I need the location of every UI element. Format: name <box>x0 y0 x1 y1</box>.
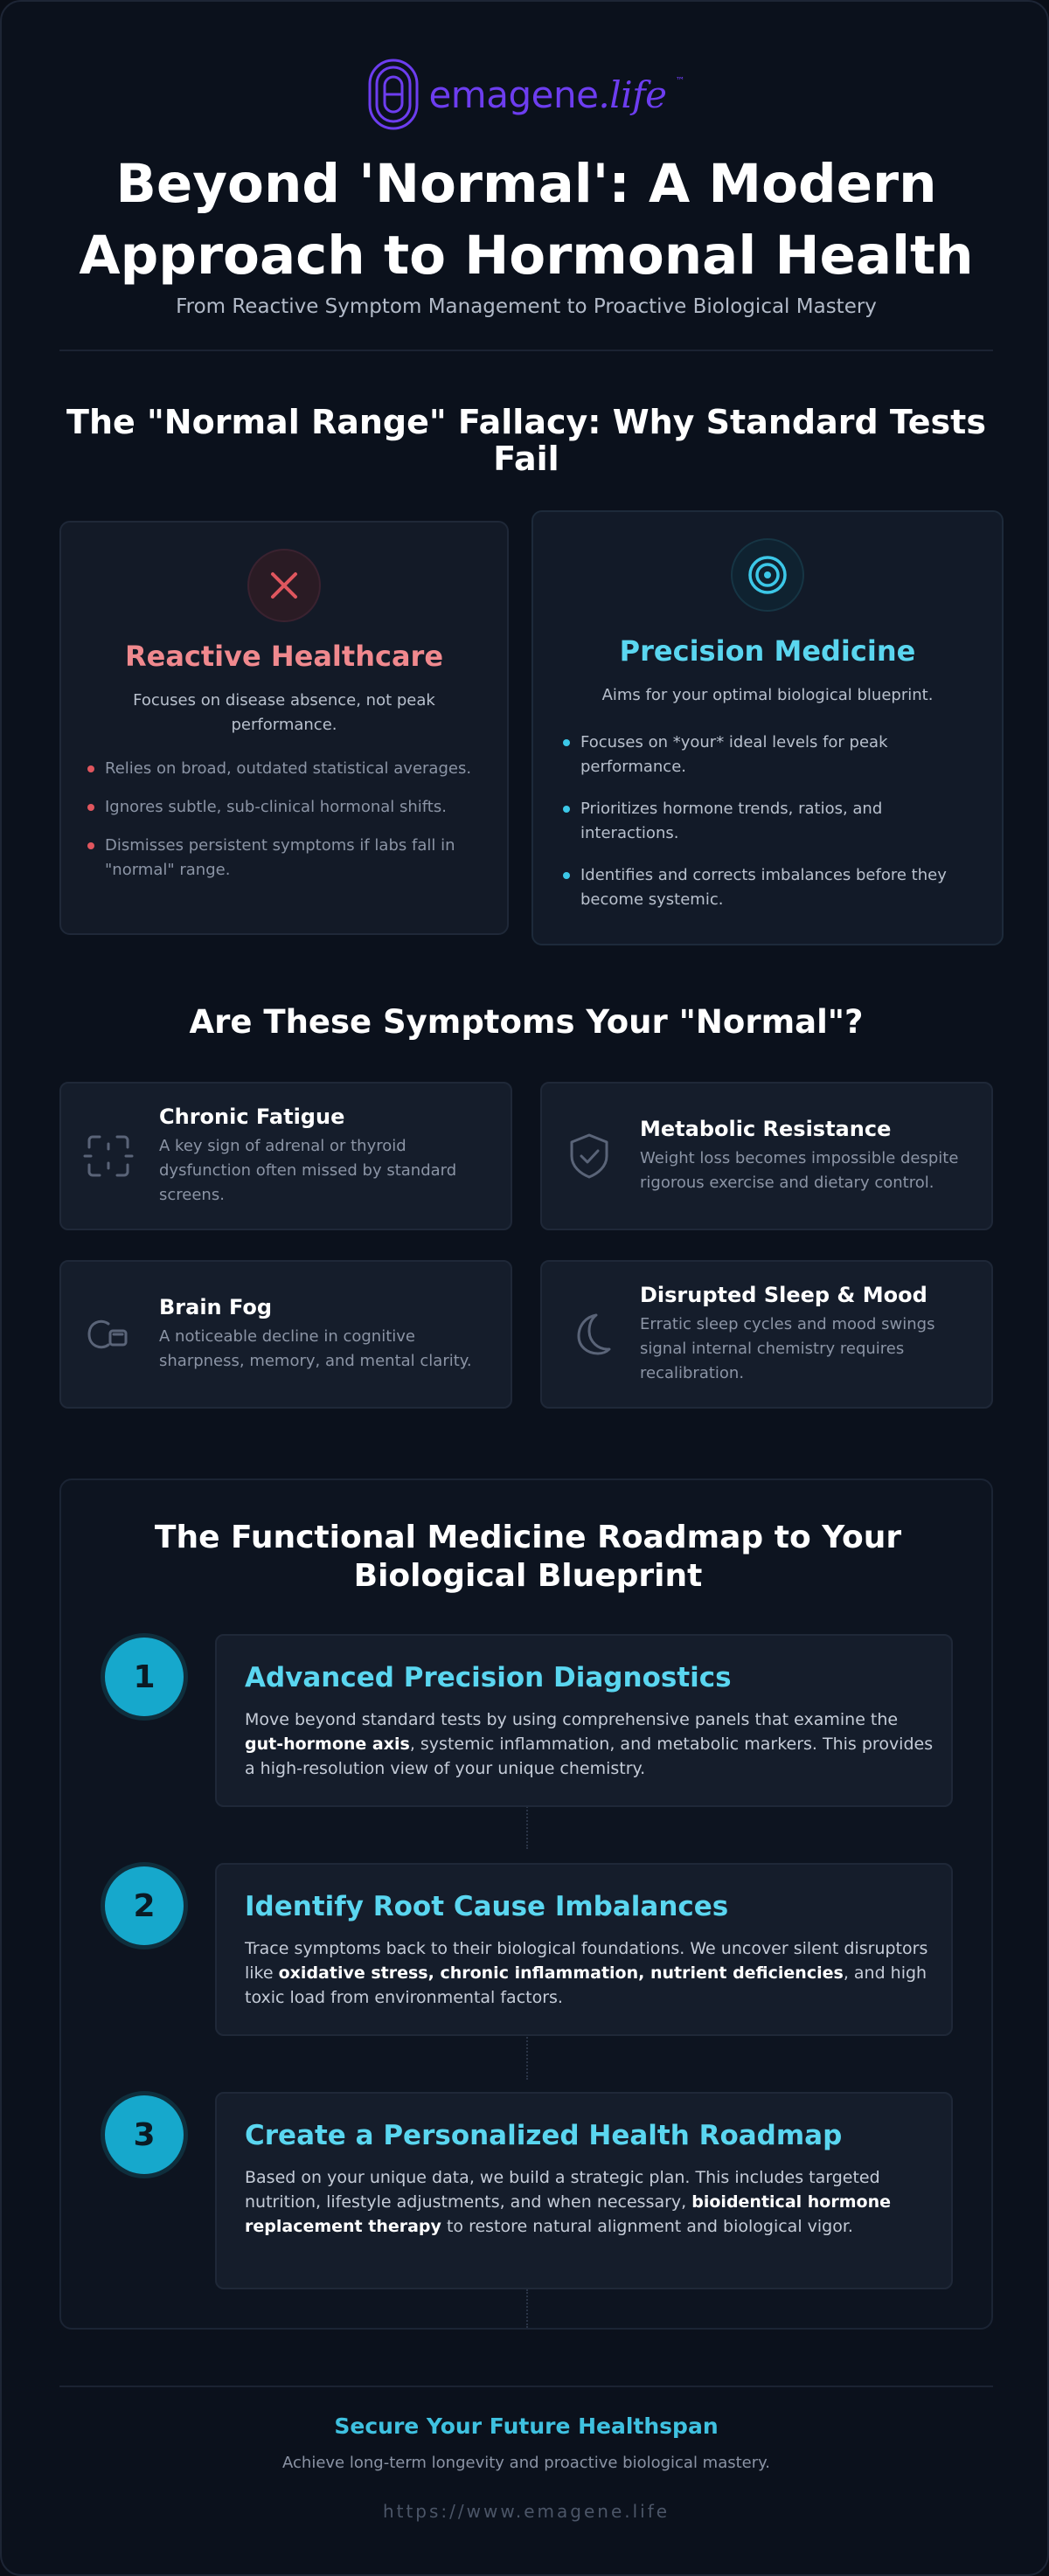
footer-subtitle: Achieve long-term longevity and proactive biological mastery. <box>282 2454 770 2472</box>
roadmap-step-3 <box>215 2092 953 2289</box>
symptoms-section-title: Are These Symptoms Your "Normal"? <box>189 1003 864 1041</box>
step-title: Create a Personalized Health Roadmap <box>245 2120 843 2151</box>
connector-line <box>526 2289 528 2328</box>
reactive-bullet: Ignores subtle, sub-clinical hormonal shifts. <box>105 795 481 820</box>
reactive-bullet: Relies on broad, outdated statistical averages. <box>105 757 481 781</box>
emphasis-text: oxidative stress, chronic inflammation, nutrient deficiencies <box>278 1963 844 1983</box>
target-icon <box>731 538 804 612</box>
step-number-badge: 2 <box>105 1866 184 1945</box>
brand-logo[interactable] <box>2 58 1049 131</box>
reactive-lead: Focuses on disease absence, not peak performance. <box>133 691 435 734</box>
reactive-bullet: Dismisses persistent symptoms if labs fall in "normal" range. <box>105 834 481 883</box>
symptom-title: Chronic Fatigue <box>159 1104 345 1129</box>
body-text: Move beyond standard tests by using comprehensive panels that examine the <box>245 1710 899 1729</box>
symptom-card-chronic-fatigue <box>59 1082 512 1230</box>
precision-heading: Precision Medicine <box>619 634 916 668</box>
scan-icon <box>82 1130 135 1182</box>
symptom-card-metabolic-resistance <box>540 1082 993 1230</box>
symptom-title: Brain Fog <box>159 1295 273 1319</box>
step-body <box>245 1707 935 1781</box>
brain-icon <box>82 1308 135 1361</box>
body-text: , and high toxic load from environmental factors. <box>245 1963 927 2007</box>
symptom-desc: A key sign of adrenal or thyroid dysfunction often missed by standard screens. <box>159 1137 457 1204</box>
emphasis-text: gut-hormone axis <box>245 1735 410 1754</box>
roadmap-step-1 <box>215 1634 953 1807</box>
roadmap-title: The Functional Medicine Roadmap to Your Biological Blueprint <box>154 1520 902 1594</box>
symptom-card-brain-fog <box>59 1260 512 1409</box>
fallacy-section-title: The "Normal Range" Fallacy: Why Standard Tests Fail <box>66 403 986 478</box>
footer-title: Secure Your Future Healthspan <box>334 2413 719 2439</box>
footer-url-link[interactable]: https://www.emagene.life <box>382 2501 670 2522</box>
body-text: Trace symptoms back to their biological foundations. We uncover silent disruptors like <box>245 1939 928 1983</box>
step-body <box>245 2165 935 2239</box>
brand-wordmark: emagene.life <box>428 73 667 116</box>
step-title: Advanced Precision Diagnostics <box>245 1662 732 1693</box>
symptom-desc: A noticeable decline in cognitive sharpness, memory, and mental clarity. <box>159 1327 472 1370</box>
shield-check-icon <box>563 1130 615 1182</box>
page-subtitle: From Reactive Symptom Management to Proactive Biological Mastery <box>176 295 877 318</box>
reactive-heading: Reactive Healthcare <box>124 640 444 673</box>
body-text: to restore natural alignment and biological vigor. <box>441 2217 853 2236</box>
step-number-badge: 3 <box>105 2095 184 2174</box>
x-icon <box>247 549 321 622</box>
precision-bullet: Prioritizes hormone trends, ratios, and interactions. <box>580 797 974 846</box>
footer-divider <box>59 2386 993 2387</box>
precision-lead: Aims for your optimal biological blueprint. <box>601 686 934 704</box>
connector-line <box>526 1804 528 1849</box>
step-body <box>245 1936 935 2010</box>
divider <box>59 350 993 351</box>
step-number-badge: 1 <box>105 1638 184 1716</box>
symptom-title: Metabolic Resistance <box>640 1117 892 1141</box>
symptom-card-disrupted-sleep <box>540 1260 993 1409</box>
roadmap-step-2 <box>215 1863 953 2036</box>
symptom-title: Disrupted Sleep & Mood <box>640 1283 927 1307</box>
step-title: Identify Root Cause Imbalances <box>245 1891 729 1922</box>
trademark-mark: ™ <box>675 74 685 87</box>
symptom-desc: Weight loss becomes impossible despite rigorous exercise and dietary control. <box>640 1149 959 1192</box>
reactive-healthcare-card <box>59 521 509 935</box>
connector-line <box>526 2034 528 2080</box>
moon-icon <box>563 1308 615 1361</box>
precision-medicine-card <box>531 510 1004 945</box>
emphasis-text: bioidentical hormone replacement therapy <box>245 2192 891 2236</box>
body-text: , systemic inflammation, and metabolic markers. This provides a high-resolution view of your unique chemistry. <box>245 1735 934 1778</box>
page-title: Beyond 'Normal': A Modern Approach to Hormonal Health <box>79 153 974 287</box>
emagene-logo-icon <box>367 58 420 131</box>
body-text: Based on your unique data, we build a strategic plan. This includes targeted nutrition, lifestyle adjustments, and when necessary, <box>245 2168 880 2212</box>
precision-bullet: Identifies and corrects imbalances before they become systemic. <box>580 863 974 912</box>
roadmap-section <box>59 1478 993 2330</box>
precision-bullet: Focuses on *your* ideal levels for peak performance. <box>580 731 974 779</box>
symptom-desc: Erratic sleep cycles and mood swings signal internal chemistry requires recalibration. <box>640 1315 935 1382</box>
